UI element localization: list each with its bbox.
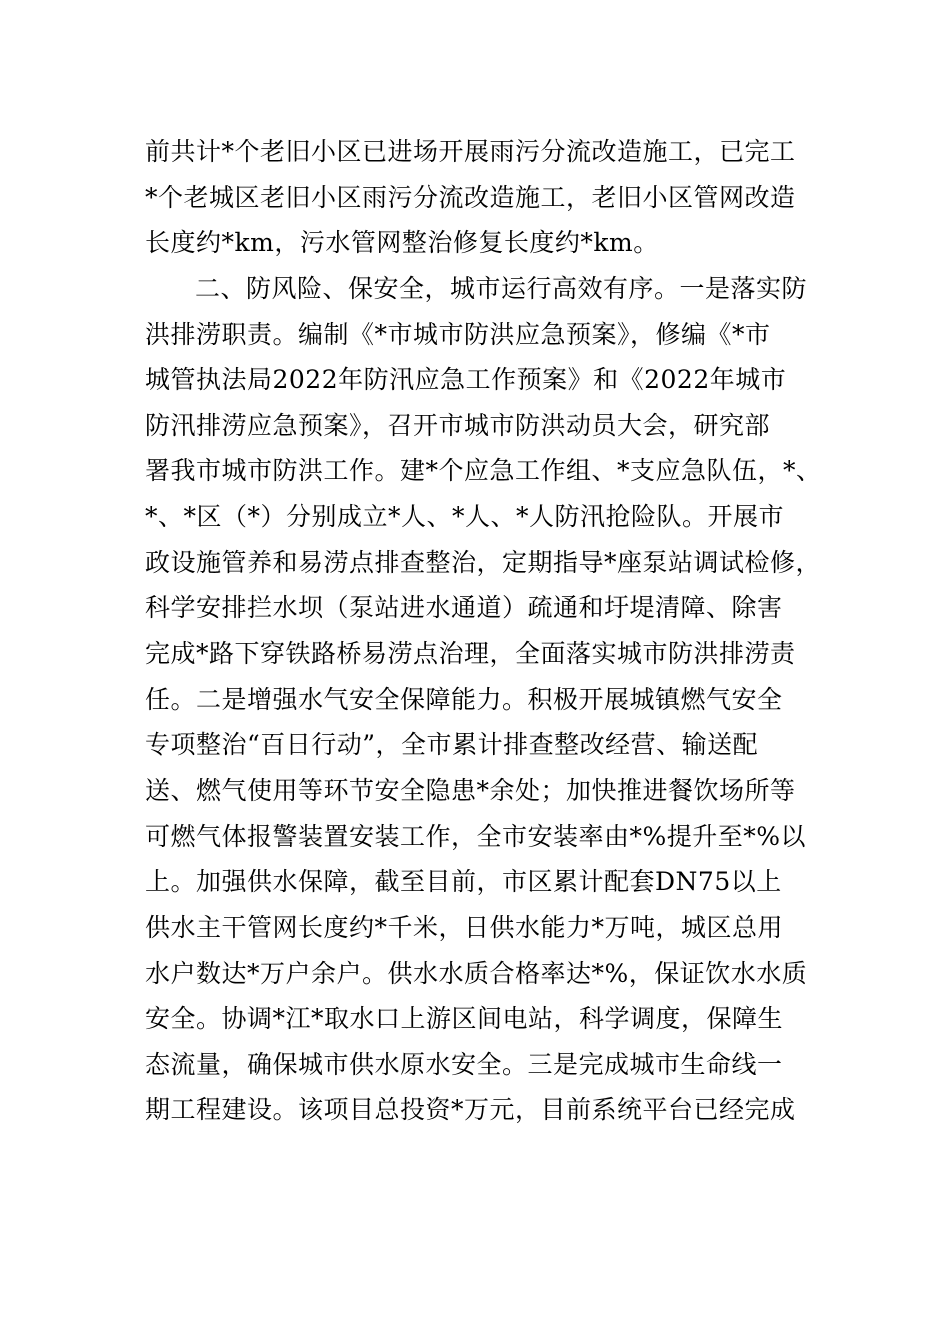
text-line: 专项整治“百日行动”，全市累计排查整改经营、输送配 [145, 730, 759, 760]
paragraph-2 [145, 266, 825, 1133]
text-line: 前共计*个老旧小区已进场开展雨污分流改造施工，已完工 [145, 137, 796, 166]
text-line: 安全。协调*江*取水口上游区间电站，科学调度，保障生 [145, 1004, 784, 1034]
text-line: 期工程建设。该项目总投资*万元，目前系统平台已经完成 [145, 1095, 796, 1125]
text-line: 送、燃气使用等环节安全隐患*余处；加快推进餐饮场所等 [145, 775, 796, 805]
text-line: 政设施管养和易涝点排查整治，定期指导*座泵站调试检修， [145, 547, 822, 577]
text-line: 供水主干管网长度约*千米，日供水能力*万吨，城区总用 [145, 912, 784, 942]
text-line: 洪排涝职责。编制《*市城市防洪应急预案》，修编《*市 [145, 319, 771, 349]
document-body [145, 129, 825, 1133]
text-line: 水户数达*万户余户。供水水质合格率达*%，保证饮水水质 [145, 958, 808, 988]
text-line: 可燃气体报警装置安装工作，全市安装率由*%提升至*%以 [145, 821, 807, 851]
text-line: *、*区（*）分别成立*人、*人、*人防汛抢险队。开展市 [145, 502, 785, 532]
text-line: 城管执法局2022年防汛应急工作预案》和《2022年城市 [145, 365, 787, 395]
paragraph-1 [145, 129, 825, 266]
text-line: 防汛排涝应急预案》，召开市城市防洪动员大会，研究部 [145, 410, 771, 440]
text-line: 长度约*km，污水管网整治修复长度约*km。 [145, 228, 659, 258]
text-line: *个老城区老旧小区雨污分流改造施工，老旧小区管网改造 [145, 182, 796, 212]
text-line: 完成*路下穿铁路桥易涝点治理，全面落实城市防洪排涝责 [145, 639, 796, 669]
text-line: 上。加强供水保障，截至目前，市区累计配套DN75以上 [145, 867, 782, 897]
text-line: 任。二是增强水气安全保障能力。积极开展城镇燃气安全 [145, 684, 783, 714]
text-line: 科学安排拦水坝（泵站进水通道）疏通和圩堤清障、除害 [145, 593, 783, 623]
text-line: 二、防风险、保安全，城市运行高效有序。一是落实防 [195, 273, 808, 303]
text-line: 态流量，确保城市供水原水安全。三是完成城市生命线一 [145, 1049, 783, 1079]
text-line: 署我市城市防洪工作。建*个应急工作组、*支应急队伍，*、 [145, 456, 822, 486]
